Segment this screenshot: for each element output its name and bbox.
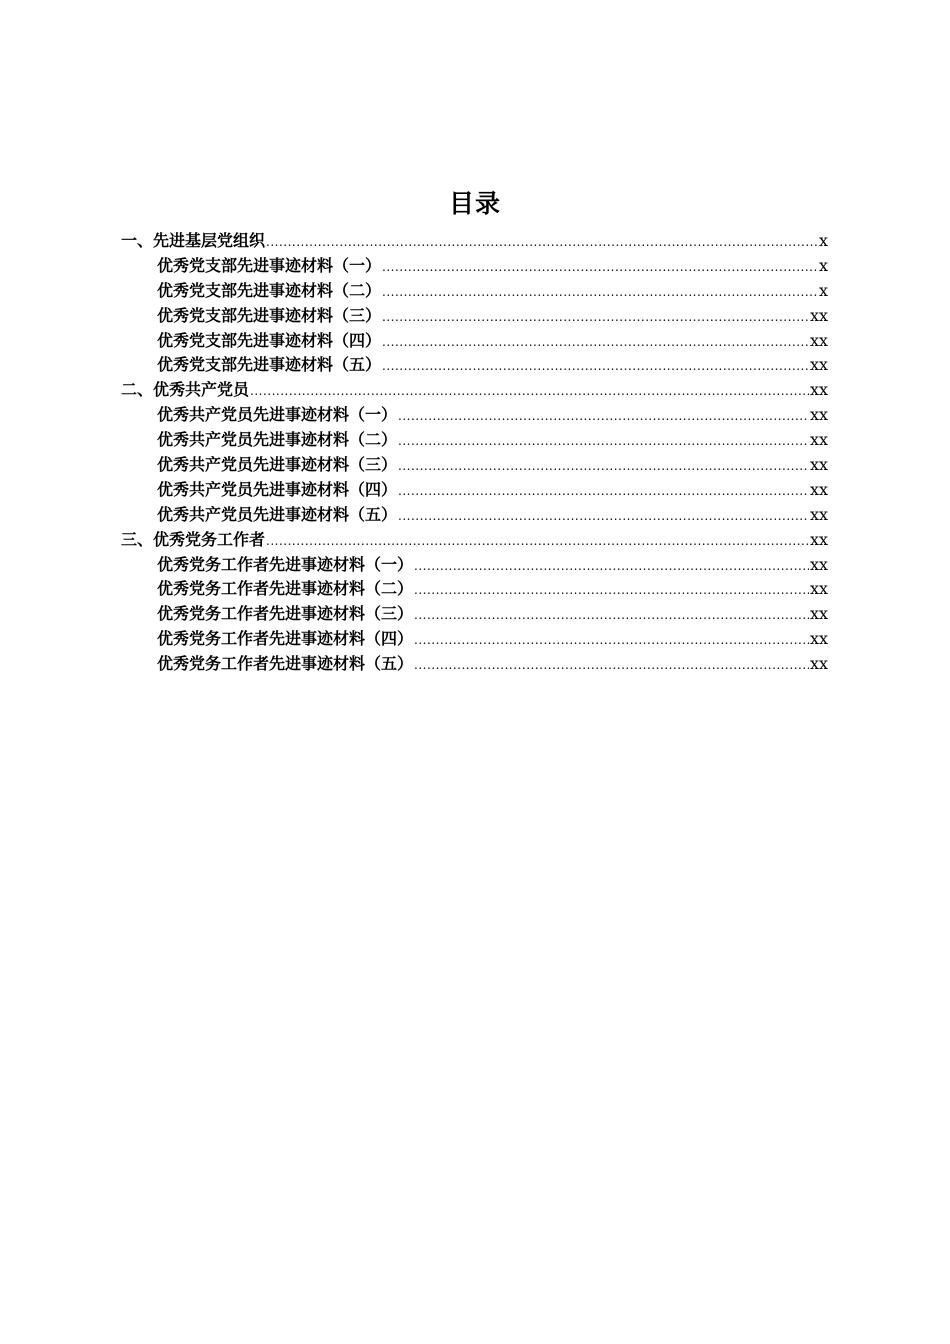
toc-entry[interactable] <box>121 254 828 279</box>
toc-page-number: xx <box>809 529 828 549</box>
toc-entry[interactable] <box>121 602 828 627</box>
toc-page-number: xx <box>809 504 828 524</box>
toc-entry-title: 优秀党支部先进事迹材料（四） <box>157 330 382 350</box>
toc-page-number: xx <box>809 579 828 599</box>
toc-page-number: xx <box>809 430 828 450</box>
toc-dot-leader <box>266 230 818 255</box>
toc-entry-title: 优秀共产党员先进事迹材料（五） <box>157 504 398 524</box>
toc-page-number: xx <box>809 330 828 350</box>
toc-entry[interactable] <box>121 304 828 329</box>
toc-entry-title: 优秀党支部先进事迹材料（三） <box>157 305 382 325</box>
toc-entry-title: 优秀共产党员先进事迹材料（一） <box>157 405 398 425</box>
toc-dot-leader <box>414 578 809 603</box>
table-of-contents <box>121 229 828 677</box>
toc-entry-title: 二、优秀共产党员 <box>121 380 250 400</box>
toc-dot-leader <box>382 330 809 355</box>
toc-dot-leader <box>382 255 818 280</box>
toc-entry[interactable] <box>121 577 828 602</box>
toc-dot-leader <box>266 529 809 554</box>
toc-page-number: x <box>818 280 828 300</box>
toc-entry-title: 优秀党支部先进事迹材料（一） <box>157 255 382 275</box>
toc-dot-leader <box>414 653 809 678</box>
toc-dot-leader <box>398 454 809 479</box>
toc-dot-leader <box>398 429 809 454</box>
toc-page-number: x <box>818 231 828 250</box>
toc-entry[interactable] <box>121 353 828 378</box>
toc-dot-leader <box>414 628 809 653</box>
toc-entry-title: 一、先进基层党组织 <box>121 231 266 250</box>
toc-dot-leader <box>382 280 818 305</box>
toc-page-number: xx <box>809 654 828 674</box>
toc-entry-title: 优秀共产党员先进事迹材料（三） <box>157 455 398 475</box>
toc-page-number: xx <box>809 455 828 475</box>
toc-entry-title: 优秀党支部先进事迹材料（五） <box>157 355 382 375</box>
toc-entry[interactable] <box>121 428 828 453</box>
toc-entry-title: 优秀共产党员先进事迹材料（二） <box>157 430 398 450</box>
toc-entry-title: 优秀党务工作者先进事迹材料（二） <box>157 579 414 599</box>
toc-dot-leader <box>414 603 809 628</box>
toc-entry-title: 优秀党务工作者先进事迹材料（五） <box>157 654 414 674</box>
toc-entry[interactable] <box>121 378 828 403</box>
toc-title: 目录 <box>448 189 501 218</box>
toc-entry-title: 优秀共产党员先进事迹材料（四） <box>157 479 398 499</box>
toc-entry[interactable] <box>121 478 828 503</box>
toc-dot-leader <box>414 554 809 579</box>
toc-page-number: xx <box>809 479 828 499</box>
toc-entry[interactable] <box>121 652 828 677</box>
toc-dot-leader <box>398 504 809 529</box>
toc-dot-leader <box>398 479 809 504</box>
toc-entry[interactable] <box>121 229 828 254</box>
toc-entry-title: 优秀党支部先进事迹材料（二） <box>157 280 382 300</box>
toc-entry[interactable] <box>121 453 828 478</box>
toc-page-number: xx <box>809 405 828 425</box>
toc-page-number: xx <box>809 380 828 400</box>
toc-entry-title: 优秀党务工作者先进事迹材料（三） <box>157 604 414 624</box>
toc-entry[interactable] <box>121 403 828 428</box>
toc-entry-title: 优秀党务工作者先进事迹材料（四） <box>157 629 414 649</box>
toc-entry[interactable] <box>121 503 828 528</box>
toc-dot-leader <box>382 354 809 379</box>
toc-entry-title: 三、优秀党务工作者 <box>121 529 266 549</box>
toc-dot-leader <box>398 404 809 429</box>
toc-page-number: x <box>818 255 828 275</box>
toc-page-number: xx <box>809 305 828 325</box>
toc-page-number: xx <box>809 355 828 375</box>
toc-entry[interactable] <box>121 329 828 354</box>
toc-dot-leader <box>250 379 809 404</box>
toc-entry-title: 优秀党务工作者先进事迹材料（一） <box>157 554 414 574</box>
toc-dot-leader <box>382 305 809 330</box>
toc-entry[interactable] <box>121 553 828 578</box>
toc-page-number: xx <box>809 604 828 624</box>
toc-entry[interactable] <box>121 627 828 652</box>
toc-page-number: xx <box>809 554 828 574</box>
toc-entry[interactable] <box>121 279 828 304</box>
toc-entry[interactable] <box>121 528 828 553</box>
toc-page-number: xx <box>809 629 828 649</box>
